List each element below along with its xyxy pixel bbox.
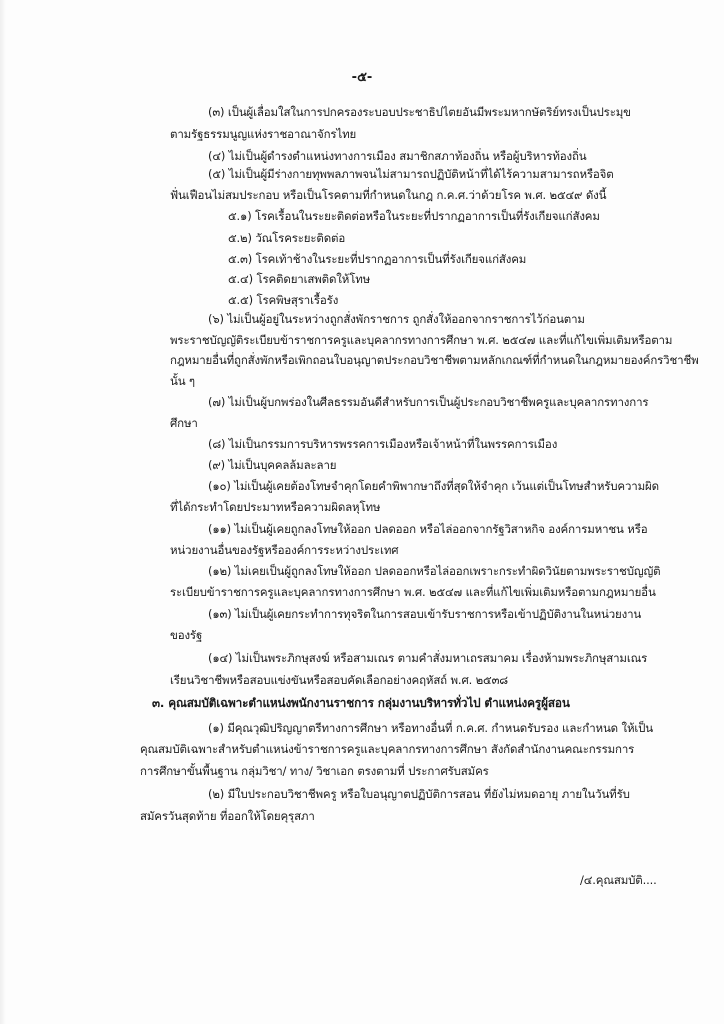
- text-line: ๕.๕) โรคพิษสุราเรื้อรัง: [228, 293, 339, 307]
- text-line: (๒) มีใบประกอบวิชาชีพครู หรือใบอนุญาตปฏิบัติการสอน ที่ยังไม่หมดอายุ ภายในวันที่รับ: [208, 787, 630, 801]
- continuation-note: /๔.คุณสมบัติ....: [580, 873, 657, 887]
- page-number: -๕-: [351, 70, 373, 85]
- text-line: เรียนวิชาชีพหรือสอบแข่งขันหรือสอบคัดเลือกอย่างคฤหัสถ์ พ.ศ. ๒๕๓๘: [170, 673, 509, 687]
- text-line: ที่ได้กระทำโดยประมาทหรือความผิดลหุโทษ: [170, 500, 381, 514]
- text-line: ระเบียบข้าราชการครูและบุคลากรทางการศึกษา พ.ศ. ๒๕๔๗ และที่แก้ไขเพิ่มเติมหรือตามกฎหมายอื่น: [170, 585, 656, 599]
- text-line: พระราชบัญญัติระเบียบข้าราชการครูและบุคลากรทางการศึกษา พ.ศ. ๒๕๔๗ และที่แก้ไขเพิ่มเติมหรือตาม: [170, 333, 673, 347]
- text-line: นั้น ๆ: [170, 374, 195, 388]
- text-line: ตามรัฐธรรมนูญแห่งราชอาณาจักรไทย: [170, 127, 357, 141]
- text-line: ๕.๑) โรคเรื้อนในระยะติดต่อหรือในระยะที่ปรากฏอาการเป็นที่รังเกียจแก่สังคม: [228, 209, 600, 223]
- text-line: (๑๒) ไม่เคยเป็นผู้ถูกลงโทษให้ออก ปลดออกหรือไล่ออกเพราะกระทำผิดวินัยตามพระราชบัญญัติ: [208, 564, 661, 578]
- text-line: (๑๑) ไม่เป็นผู้เคยถูกลงโทษให้ออก ปลดออก หรือไล่ออกจากรัฐวิสาหกิจ องค์การมหาชน หรือ: [208, 522, 648, 536]
- text-line: ของรัฐ: [170, 628, 203, 642]
- text-line: (๙) ไม่เป็นบุคคลล้มละลาย: [208, 458, 337, 472]
- text-line: ๕.๒) วัณโรคระยะติดต่อ: [228, 231, 346, 245]
- text-line: ๕.๔) โรคติดยาเสพติดให้โทษ: [228, 272, 371, 286]
- text-line: ศึกษา: [170, 416, 198, 430]
- text-line: สมัครวันสุดท้าย ที่ออกให้โดยคุรุสภา: [140, 809, 315, 823]
- text-line: (๑) มีคุณวุฒิปริญญาตรีทางการศึกษา หรือทางอื่นที่ ก.ค.ศ. กำหนดรับรอง และกำหนด ให้เป็น: [208, 721, 654, 735]
- text-line: (๗) ไม่เป็นผู้บกพร่องในศีลธรรมอันดีสำหรับการเป็นผู้ประกอบวิชาชีพครูและบุคลากรทางการ: [208, 395, 649, 409]
- section-heading: ๓. คุณสมบัติเฉพาะตำแหน่งพนักงานราชการ กลุ่มงานบริหารทั่วไป ตำแหน่งครูผู้สอน: [152, 696, 570, 710]
- text-line: การศึกษาขั้นพื้นฐาน กลุ่มวิชา/ ทาง/ วิชาเอก ตรงตามที่ ประกาศรับสมัคร: [140, 764, 489, 778]
- text-line: (๑๔) ไม่เป็นพระภิกษุสงฆ์ หรือสามเณร ตามคำสั่งมหาเถรสมาคม เรื่องห้ามพระภิกษุสามเณร: [208, 651, 648, 665]
- text-line: (๑๐) ไม่เป็นผู้เคยต้องโทษจำคุกโดยคำพิพากษาถึงที่สุดให้จำคุก เว้นแต่เป็นโทษสำหรับความผิด: [208, 479, 659, 493]
- text-line: กฎหมายอื่นที่ถูกสั่งพักหรือเพิกถอนใบอนุญาตประกอบวิชาชีพตามหลักเกณฑ์ที่กำหนดในกฎหมายองค์กรวิชาชีพ: [170, 353, 699, 367]
- text-line: คุณสมบัติเฉพาะสำหรับตำแหน่งข้าราชการครูและบุคลากรทางการศึกษา สังกัดสำนักงานคณะกรรมการ: [140, 742, 635, 756]
- text-line: ๕.๓) โรคเท้าช้างในระยะที่ปรากฏอาการเป็นที่รังเกียจแก่สังคม: [228, 252, 527, 266]
- text-line: (๕) ไม่เป็นผู้มีร่างกายทุพพลภาพจนไม่สามารถปฏิบัติหน้าที่ได้ไร้ความสามารถหรือจิต: [208, 167, 614, 181]
- scan-shadow: [0, 0, 6, 1024]
- text-line: ฟั่นเฟือนไม่สมประกอบ หรือเป็นโรคตามที่กำหนดในกฎ ก.ค.ศ.ว่าด้วยโรค พ.ศ. ๒๕๔๙ ดังนี้: [170, 188, 607, 202]
- text-line: (๔) ไม่เป็นผู้ดำรงตำแหน่งทางการเมือง สมาชิกสภาท้องถิ่น หรือผู้บริหารท้องถิ่น: [208, 149, 587, 163]
- text-line: (๖) ไม่เป็นผู้อยู่ในระหว่างถูกสั่งพักราชการ ถูกสั่งให้ออกจากราชการไว้ก่อนตาม: [208, 312, 585, 326]
- text-line: (๘) ไม่เป็นกรรมการบริหารพรรคการเมืองหรือเจ้าหน้าที่ในพรรคการเมือง: [208, 437, 558, 451]
- text-line: หน่วยงานอื่นของรัฐหรือองค์การระหว่างประเทศ: [170, 543, 399, 557]
- text-line: (๑๓) ไม่เป็นผู้เคยกระทำการทุจริตในการสอบเข้ารับราชการหรือเข้าปฏิบัติงานในหน่วยงาน: [208, 607, 642, 621]
- text-line: (๓) เป็นผู้เลื่อมใสในการปกครองระบอบประชาธิปไตยอันมีพระมหากษัตริย์ทรงเป็นประมุข: [208, 105, 631, 119]
